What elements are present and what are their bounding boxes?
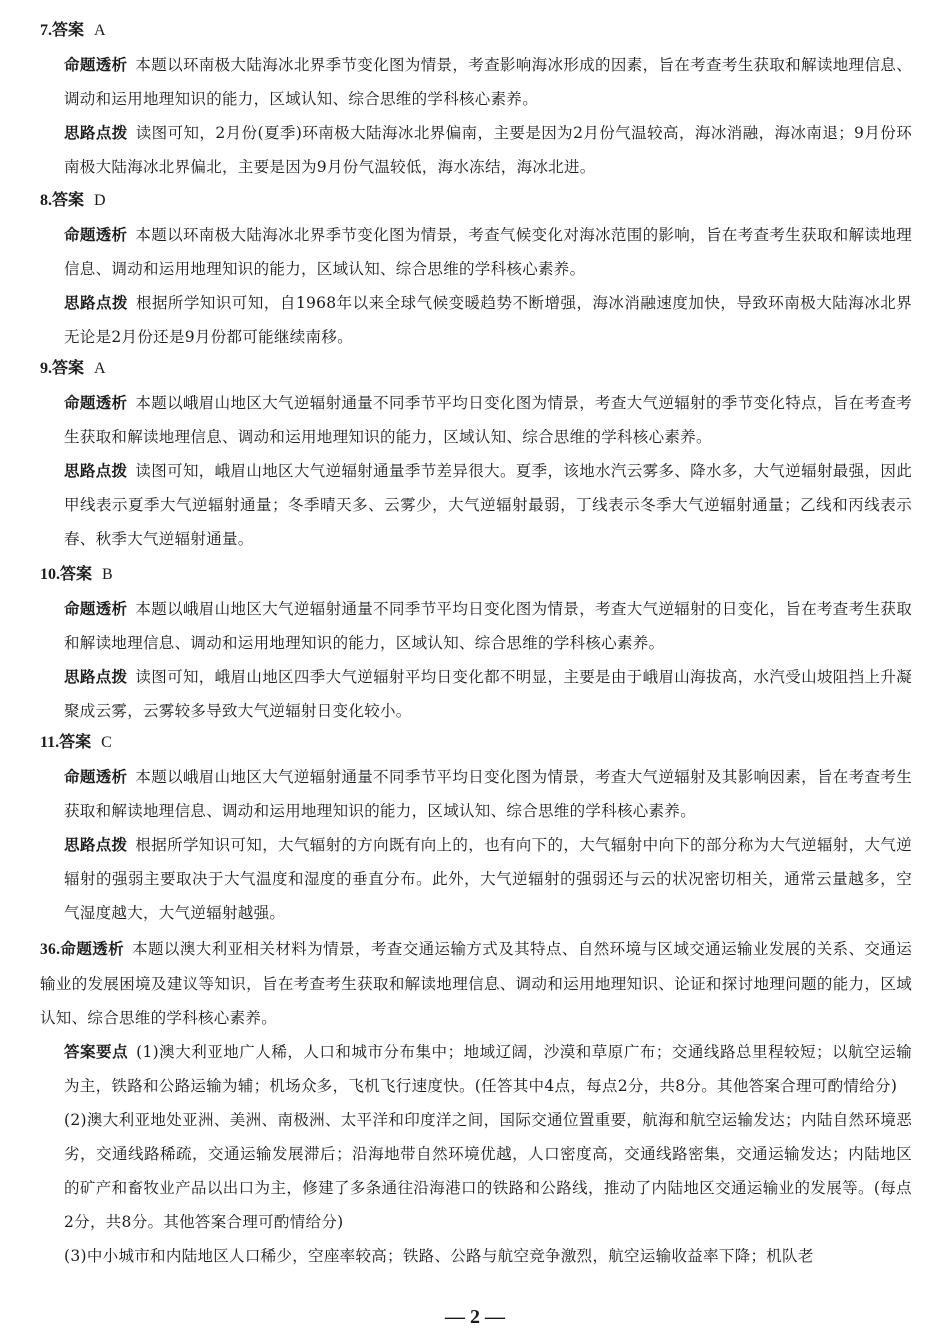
intent-text: 本题以澳大利亚相关材料为情景，考查交通运输方式及其特点、自然环境与区域交通运输业发展的关系、交通运输业的发展困境及建议等知识，旨在考查考生获取和解读地理信息、调动和运用地理知识、论证和探讨地理问题的能力，区域认知、综合思维的学科核心素养。 (40, 940, 912, 1027)
question-10-header (40, 562, 912, 586)
q36-key-paragraph-2 (64, 1103, 912, 1239)
q36-key-paragraph-3 (64, 1239, 912, 1273)
key-text-2: (2)澳大利亚地处亚洲、美洲、南极洲、太平洋和印度洋之间，国际交通位置重要，航海和航空运输发达；内陆自然环境恶劣，交通线路稀疏，交通运输发展滞后；沿海地带自然环境优越，人口密度高，交通线路密集，交通运输发达；内陆地区的矿产和畜牧业产品以出口为主，修建了多条通往沿海港口的铁路和公路线，推动了内陆地区交通运输业的发展等。(每点2分，共8分。其他答案合理可酌情给分) (64, 1111, 912, 1231)
answer-choice: A (94, 22, 106, 39)
answer-label: 答案 (59, 732, 92, 751)
question-9-header (40, 356, 912, 380)
key-text-1: (1)澳大利亚地广人稀，人口和城市分布集中；地域辽阔，沙漠和草原广布；交通线路总里程较短；以航空运输为主，铁路和公路运输为辅；机场众多，飞机飞行速度快。(任答其中4点，每点2分，共8分。其他答案合理可酌情给分) (64, 1043, 912, 1095)
intent-text: 本题以环南极大陆海冰北界季节变化图为情景，考查影响海冰形成的因素，旨在考查考生获取和解读地理信息、调动和运用地理知识的能力，区域认知、综合思维的学科核心素养。 (64, 56, 913, 108)
question-11-header (40, 730, 912, 754)
page-number: — 2 — (445, 1306, 505, 1328)
intent-text: 本题以峨眉山地区大气逆辐射通量不同季节平均日变化图为情景，考查大气逆辐射的季节变化特点，旨在考查考生获取和解读地理信息、调动和运用地理知识的能力，区域认知、综合思维的学科核心素养。 (64, 394, 913, 446)
answer-label: 答案 (60, 564, 93, 583)
question-number: 36. (40, 941, 61, 958)
idea-label: 思路点拨 (64, 294, 128, 312)
idea-label: 思路点拨 (64, 668, 128, 686)
intent-text: 本题以环南极大陆海冰北界季节变化图为情景，考查气候变化对海冰范围的影响，旨在考查考生获取和解读地理信息、调动和运用地理知识的能力，区域认知、综合思维的学科核心素养。 (64, 226, 913, 278)
idea-label: 思路点拨 (64, 462, 128, 480)
question-number: 8. (40, 192, 52, 209)
intent-label: 命题透析 (64, 600, 128, 618)
q36-intent-paragraph (40, 932, 912, 1035)
answer-choice: B (102, 566, 113, 583)
question-number: 7. (40, 22, 52, 39)
key-label: 答案要点 (64, 1043, 129, 1061)
answer-choice: C (101, 734, 112, 751)
idea-text: 读图可知，2月份(夏季)环南极大陆海冰北界偏南，主要是因为2月份气温较高，海冰消融，海冰南退；9月份环南极大陆海冰北界偏北，主要是因为9月份气温较低，海水冻结，海冰北进。 (64, 124, 912, 176)
question-7-header (40, 18, 912, 42)
idea-paragraph (64, 116, 912, 184)
intent-paragraph (64, 218, 912, 286)
question-36 (40, 932, 912, 1273)
idea-text: 读图可知，峨眉山地区四季大气逆辐射平均日变化都不明显，主要是由于峨眉山海拔高，水汽受山坡阻挡上升凝聚成云雾，云雾较多导致大气逆辐射日变化较小。 (64, 668, 913, 720)
answer-choice: A (94, 360, 106, 377)
key-text-3: (3)中小城市和内陆地区人口稀少，空座率较高；铁路、公路与航空竞争激烈，航空运输收益率下降；机队老 (64, 1247, 814, 1265)
idea-paragraph (64, 828, 912, 930)
intent-label: 命题透析 (64, 768, 128, 786)
idea-label: 思路点拨 (64, 836, 128, 854)
q36-key-paragraph-1 (64, 1035, 912, 1103)
answer-label: 答案 (52, 20, 85, 39)
answer-label: 答案 (52, 358, 85, 377)
question-10 (40, 562, 912, 728)
intent-paragraph (64, 760, 912, 828)
question-11 (40, 730, 912, 930)
answer-choice: D (94, 192, 106, 209)
answer-label: 答案 (52, 190, 85, 209)
intent-label: 命题透析 (60, 940, 125, 958)
intent-text: 本题以峨眉山地区大气逆辐射通量不同季节平均日变化图为情景，考查大气逆辐射及其影响因素，旨在考查考生获取和解读地理信息、调动和运用地理知识的能力，区域认知、综合思维的学科核心素养。 (64, 768, 913, 820)
intent-paragraph (64, 592, 912, 660)
question-9 (40, 356, 912, 556)
question-number: 10. (40, 566, 60, 583)
intent-paragraph (64, 386, 912, 454)
question-8-header (40, 188, 912, 212)
intent-label: 命题透析 (64, 226, 128, 244)
intent-text: 本题以峨眉山地区大气逆辐射通量不同季节平均日变化图为情景，考查大气逆辐射的日变化，旨在考查考生获取和解读地理信息、调动和运用地理知识的能力，区域认知、综合思维的学科核心素养。 (64, 600, 913, 652)
question-8 (40, 188, 912, 354)
intent-label: 命题透析 (64, 394, 128, 412)
question-number: 11. (40, 734, 60, 751)
intent-label: 命题透析 (64, 56, 128, 74)
question-number: 9. (40, 360, 52, 377)
intent-paragraph (64, 48, 912, 116)
question-7 (40, 18, 912, 184)
idea-paragraph (64, 286, 912, 354)
idea-paragraph (64, 660, 912, 728)
idea-paragraph (64, 454, 912, 556)
idea-text: 读图可知，峨眉山地区大气逆辐射通量季节差异很大。夏季，该地水汽云雾多、降水多，大气逆辐射最强，因此甲线表示夏季大气逆辐射通量；冬季晴天多、云雾少，大气逆辐射最弱，丁线表示冬季大气逆辐射通量；乙线和丙线表示春、秋季大气逆辐射通量。 (64, 462, 913, 548)
idea-text: 根据所学知识可知，大气辐射的方向既有向上的，也有向下的，大气辐射中向下的部分称为大气逆辐射，大气逆辐射的强弱主要取决于大气温度和湿度的垂直分布。此外，大气逆辐射的强弱还与云的状况密切相关，通常云量越多，空气湿度越大，大气逆辐射越强。 (64, 836, 913, 922)
idea-label: 思路点拨 (64, 124, 128, 142)
idea-text: 根据所学知识可知，自1968年以来全球气候变暖趋势不断增强，海冰消融速度加快，导致环南极大陆海冰北界无论是2月份还是9月份都可能继续南移。 (64, 294, 912, 346)
